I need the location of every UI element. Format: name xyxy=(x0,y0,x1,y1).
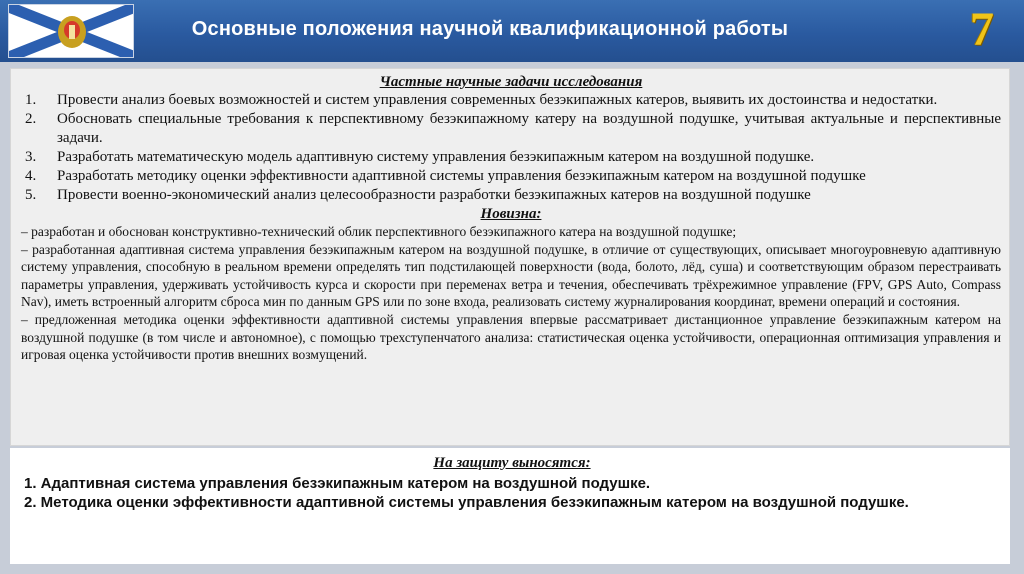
task-list xyxy=(21,91,1001,205)
defense-item: 2. Методика оценки эффективности адаптивной системы управления безэкипажным катером на воздушной подушке. xyxy=(24,494,909,511)
task-item: 3. Разработать математическую модель адаптивную систему управления безэкипажным катером на воздушной подушке. xyxy=(25,149,815,165)
defense-item: 1. Адаптивная система управления безэкипажным катером на воздушной подушке. xyxy=(24,475,651,492)
task-item: 2. Обосновать специальные требования к перспективному безэкипажному катеру на воздушной подушке, учитывая актуальные и перспективные задачи. xyxy=(25,111,1001,146)
header-bar xyxy=(0,0,1024,62)
content-panel xyxy=(10,68,1010,446)
task-item: 4. Разработать методику оценки эффективности адаптивной системы управления безэкипажным катером на воздушной подушке xyxy=(25,168,866,184)
naval-flag-icon xyxy=(8,4,134,58)
slide-number: 7 xyxy=(970,3,994,56)
tasks-title: Частные научные задачи исследования xyxy=(379,74,643,90)
defense-panel xyxy=(10,448,1010,564)
novelty-title: Новизна: xyxy=(480,206,542,222)
novelty-item: – разработан и обоснован конструктивно-технический облик перспективного безэкипажного катера на воздушной подушке; xyxy=(21,224,737,239)
task-item: 1. Провести анализ боевых возможностей и систем управления современных безэкипажных катеров, выявить их достоинства и недостатки. xyxy=(25,92,938,108)
page-title: Основные положения научной квалификационной работы xyxy=(191,18,789,40)
task-item: 5. Провести военно-экономический анализ целесообразности разработки безэкипажных катеров на воздушной подушке xyxy=(25,187,811,203)
novelty-item: – предложенная методика оценки эффективности адаптивной системы управления впервые рассматривает дистанционное управление безэкипажным катером на воздушной подушке (в том числе и автономное), с помощью трехступенчатого анализа: статистическая оценка устойчивости, операционная оптимизация управления и игровая оценка устойчивости против внешних возмущений. xyxy=(21,311,1001,363)
novelty-item: – разработанная адаптивная система управления безэкипажным катером на воздушной подушке, в отличие от существующих, описывает многоуровневую адаптивную систему управления, способную в реальном времени определять тип подстилающей поверхности (вода, болото, лёд, суша) и соответствующим образом перестраивать параметры управления, удерживать устойчивость курса и скорости при переменах ветра и течения, обеспечивать трёхрежимное управление (FPV, GPS Auto, Compass Nav), иметь встроенный алгоритм сброса мин по данным GPS или по зоне входа, реализовать систему журналирования координат, времени операций и состояния. xyxy=(21,241,1001,310)
defense-title: На защиту выносятся: xyxy=(433,455,591,471)
